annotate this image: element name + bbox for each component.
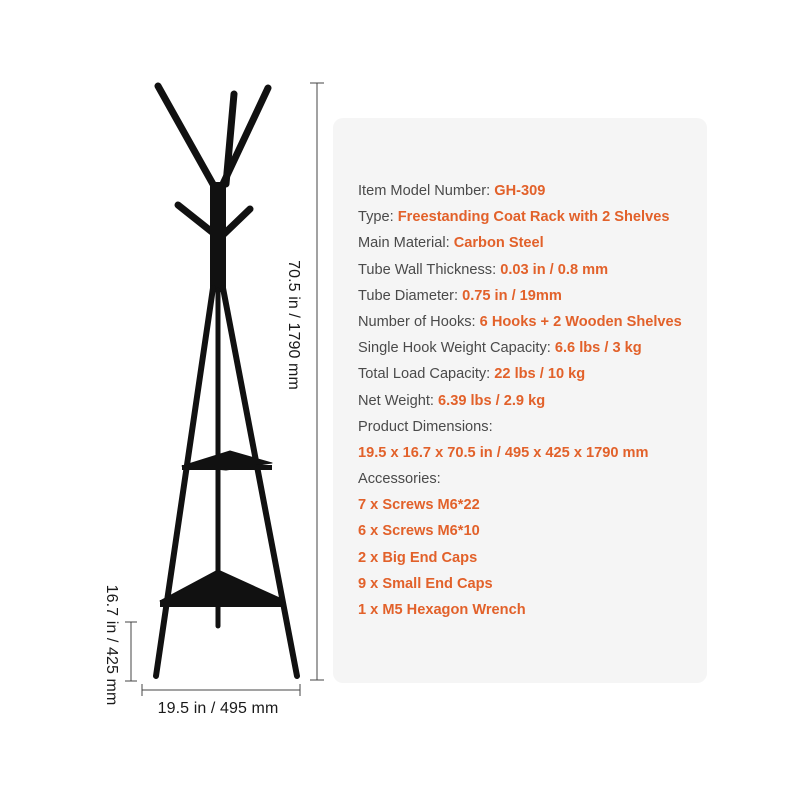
spec-net-weight-label: Net Weight:: [358, 392, 439, 409]
spec-hooks: [358, 309, 701, 335]
spec-hooks-value: 6 Hooks + 2 Wooden Shelves: [479, 313, 682, 330]
spec-hook-capacity: [358, 335, 701, 361]
spec-wall-thickness: [358, 257, 701, 283]
leg-left: [156, 288, 213, 676]
spec-total-load: [358, 361, 701, 387]
hook-right-lower: [224, 209, 250, 234]
spec-hooks-label: Number of Hooks:: [358, 313, 480, 330]
lower-shelf-edge: [160, 600, 284, 607]
spec-total-load-value: 22 lbs / 10 kg: [494, 366, 586, 383]
spec-material-value: Carbon Steel: [453, 235, 544, 252]
upper-shelf-edge: [182, 465, 272, 470]
spec-type-label: Type:: [358, 209, 398, 226]
spec-type-value: Freestanding Coat Rack with 2 Shelves: [397, 209, 670, 226]
spec-model-label: Item Model Number:: [358, 183, 495, 199]
spec-tube-diameter-label: Tube Diameter:: [358, 287, 463, 304]
accessory-item: 2 x Big End Caps: [358, 549, 478, 566]
spec-total-load-label: Total Load Capacity:: [358, 366, 495, 383]
accessory-item: 7 x Screws M6*22: [358, 497, 480, 514]
spec-net-weight: [358, 388, 701, 414]
accessory-item: 9 x Small End Caps: [358, 575, 493, 592]
depth-dimension-label: 16.7 in / 425 mm: [103, 584, 120, 706]
spec-hook-capacity-label: Single Hook Weight Capacity:: [358, 340, 555, 357]
spec-tube-diameter: [358, 283, 701, 309]
spec-model: [358, 178, 701, 204]
accessory-item: 1 x M5 Hexagon Wrench: [358, 602, 526, 618]
spec-hook-capacity-value: 6.6 lbs / 3 kg: [554, 340, 642, 357]
accessory-item: 6 x Screws M6*10: [358, 523, 480, 540]
spec-list: [358, 178, 701, 623]
spec-type: [358, 204, 701, 230]
spec-net-weight-value: 6.39 lbs / 2.9 kg: [438, 392, 546, 409]
spec-accessories-label: Accessories:: [358, 471, 441, 488]
spec-material: [358, 230, 701, 256]
spec-material-label: Main Material:: [358, 235, 454, 252]
width-dimension-label: 19.5 in / 495 mm: [157, 700, 279, 717]
spec-wall-thickness-label: Tube Wall Thickness:: [358, 261, 501, 278]
height-dimension-label: 70.5 in / 1790 mm: [285, 260, 302, 390]
hook-left-lower: [178, 205, 212, 232]
spec-dimensions-label: Product Dimensions:: [358, 418, 493, 435]
spec-wall-thickness-value: 0.03 in / 0.8 mm: [500, 261, 609, 278]
center-hub: [210, 182, 226, 292]
spec-model-value: GH-309: [494, 183, 546, 199]
specification-card: [333, 118, 707, 683]
hook-left-top: [158, 86, 214, 186]
spec-tube-diameter-value: 0.75 in / 19mm: [462, 287, 562, 304]
spec-dimensions-value: 19.5 x 16.7 x 70.5 in / 495 x 425 x 1790 mm: [358, 444, 649, 461]
